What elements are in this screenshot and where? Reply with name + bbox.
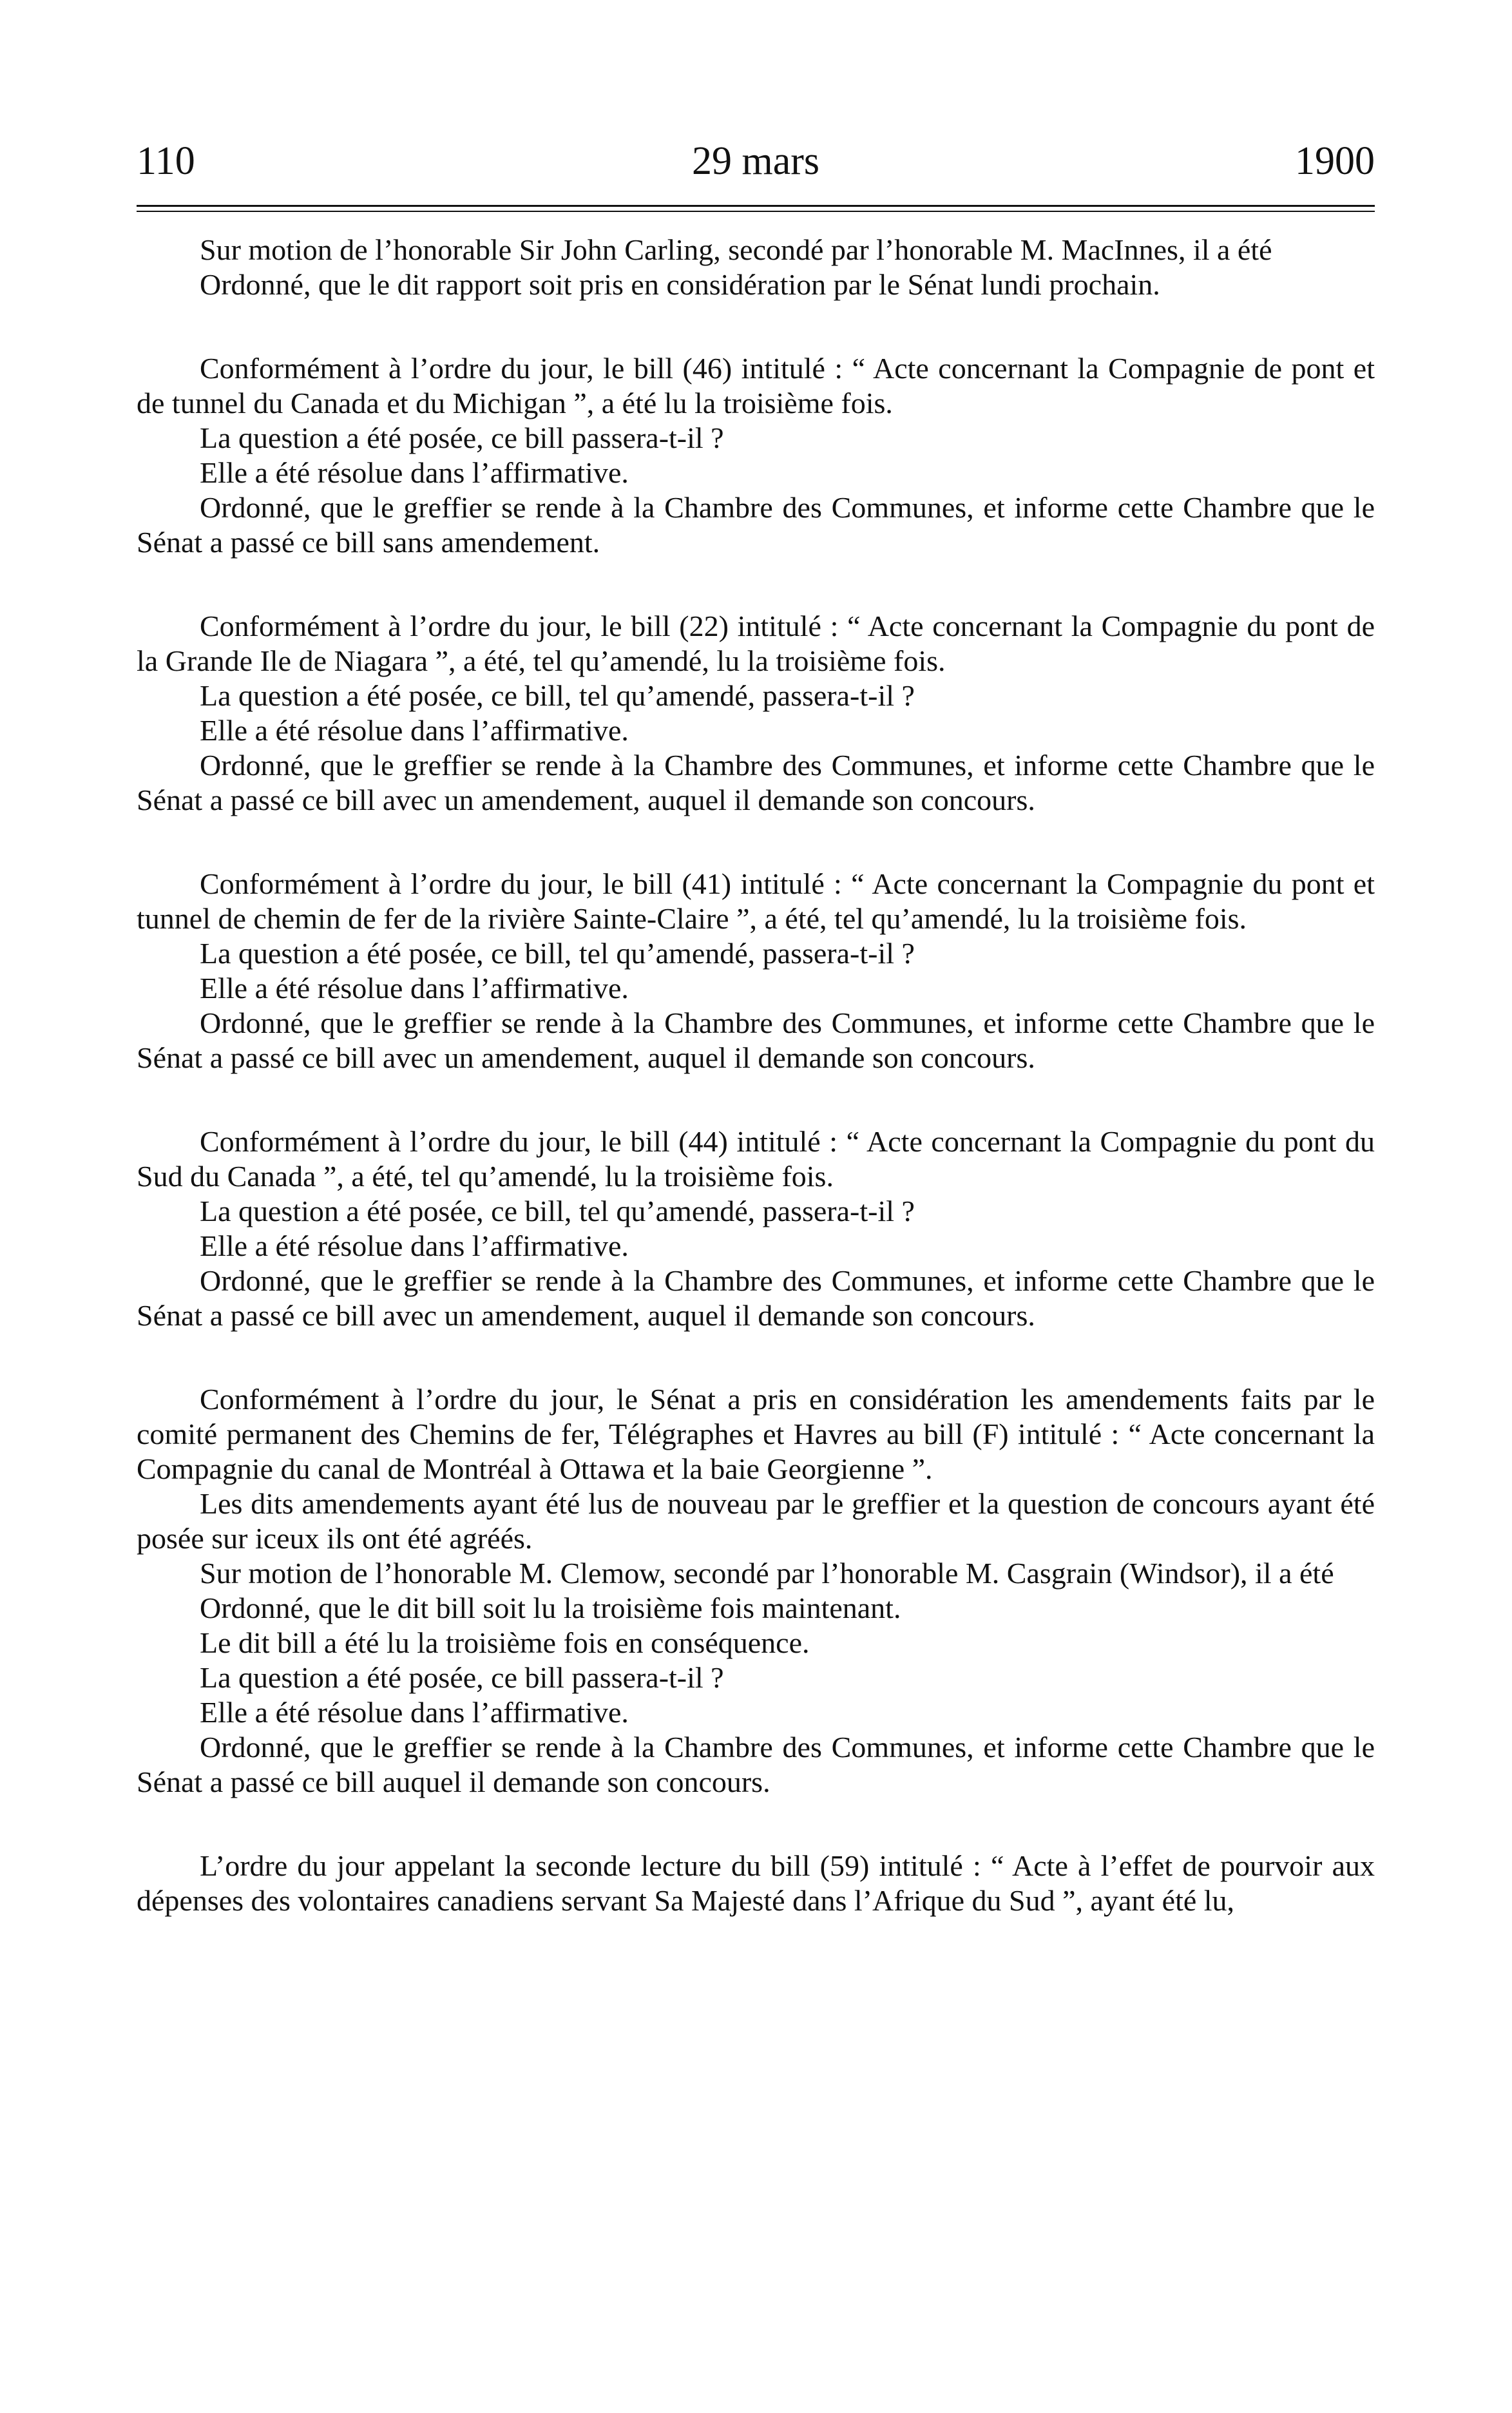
paragraph: La question a été posée, ce bill passera-t-il ? <box>200 421 724 454</box>
paragraph: Conformément à l’ordre du jour, le bill (44) intitulé : “ Acte concernant la Compagnie du pont du Sud du Canada ”, a été, tel qu’amendé, lu la troisième fois. <box>137 1125 1375 1193</box>
paragraph: Sur motion de l’honorable M. Clemow, secondé par l’honorable M. Casgrain (Windsor), il a été <box>200 1557 1334 1590</box>
paragraph: Elle a été résolue dans l’affirmative. <box>200 1229 629 1262</box>
paragraph: Ordonné, que le dit rapport soit pris en considération par le Sénat lundi prochain. <box>200 268 1160 301</box>
paragraph: Ordonné, que le greffier se rende à la Chambre des Communes, et informe cette Chambre que le Sénat a passé ce bill sans amendement. <box>137 491 1375 559</box>
header-year: 1900 <box>1295 139 1375 183</box>
header-date: 29 mars <box>691 139 820 183</box>
paragraph: Conformément à l’ordre du jour, le bill (22) intitulé : “ Acte concernant la Compagnie du pont de la Grande Ile de Niagara ”, a été, tel qu’amendé, lu la troisième fois. <box>137 610 1375 677</box>
paragraph: L’ordre du jour appelant la seconde lecture du bill (59) intitulé : “ Acte à l’effet de pourvoir aux dépenses des volontaires canadiens servant Sa Majesté dans l’Afrique du Sud ”, ayant été lu, <box>137 1849 1375 1917</box>
document-body <box>137 233 1375 1918</box>
paragraph: Ordonné, que le greffier se rende à la Chambre des Communes, et informe cette Chambre que le Sénat a passé ce bill auquel il demande son concours. <box>137 1731 1375 1798</box>
paragraph: Elle a été résolue dans l’affirmative. <box>200 1696 629 1729</box>
section-bill-46 <box>137 351 1375 560</box>
section-carling-motion <box>137 233 1375 302</box>
section-bill-59 <box>137 1849 1375 1918</box>
page-number: 110 <box>137 139 195 183</box>
section-bill-41 <box>137 867 1375 1075</box>
paragraph: Ordonné, que le greffier se rende à la Chambre des Communes, et informe cette Chambre que le Sénat a passé ce bill avec un amendement, auquel il demande son concours. <box>137 1006 1375 1074</box>
section-bill-44 <box>137 1124 1375 1333</box>
paragraph: Elle a été résolue dans l’affirmative. <box>200 972 629 1005</box>
paragraph: Ordonné, que le dit bill soit lu la troisième fois maintenant. <box>200 1591 901 1624</box>
paragraph: La question a été posée, ce bill, tel qu’amendé, passera-t-il ? <box>200 679 915 712</box>
paragraph: Conformément à l’ordre du jour, le bill (41) intitulé : “ Acte concernant la Compagnie du pont et tunnel de chemin de fer de la rivière Sainte-Claire ”, a été, tel qu’amendé, lu la troisième fois. <box>137 867 1375 935</box>
document-page <box>137 129 1375 1967</box>
paragraph: La question a été posée, ce bill, tel qu’amendé, passera-t-il ? <box>200 1195 915 1227</box>
section-bill-22 <box>137 609 1375 818</box>
paragraph: Ordonné, que le greffier se rende à la Chambre des Communes, et informe cette Chambre que le Sénat a passé ce bill avec un amendement, auquel il demande son concours. <box>137 1264 1375 1332</box>
paragraph: Conformément à l’ordre du jour, le Sénat a pris en considération les amendements faits par le comité permanent des Chemins de fer, Télégraphes et Havres au bill (F) intitulé : “ Acte concernant la Compagnie du canal de Montréal à Ottawa et la baie Georgienne ”. <box>137 1383 1375 1485</box>
paragraph: Conformément à l’ordre du jour, le bill (46) intitulé : “ Acte concernant la Compagnie de pont et de tunnel du Canada et du Michigan ”, a été lu la troisième fois. <box>137 352 1375 419</box>
section-bill-f <box>137 1382 1375 1800</box>
paragraph: La question a été posée, ce bill passera-t-il ? <box>200 1661 724 1694</box>
paragraph: Les dits amendements ayant été lus de nouveau par le greffier et la question de concours ayant été posée sur iceux ils ont été agréés. <box>137 1487 1375 1555</box>
paragraph: Sur motion de l’honorable Sir John Carling, secondé par l’honorable M. MacInnes, il a été <box>200 233 1272 266</box>
paragraph: Ordonné, que le greffier se rende à la Chambre des Communes, et informe cette Chambre que le Sénat a passé ce bill avec un amendement, auquel il demande son concours. <box>137 749 1375 816</box>
paragraph: Le dit bill a été lu la troisième fois en conséquence. <box>200 1626 810 1659</box>
paragraph: La question a été posée, ce bill, tel qu’amendé, passera-t-il ? <box>200 937 915 970</box>
paragraph: Elle a été résolue dans l’affirmative. <box>200 456 629 489</box>
paragraph: Elle a été résolue dans l’affirmative. <box>200 714 629 747</box>
header-rule <box>137 205 1375 212</box>
page-header <box>137 129 1375 193</box>
